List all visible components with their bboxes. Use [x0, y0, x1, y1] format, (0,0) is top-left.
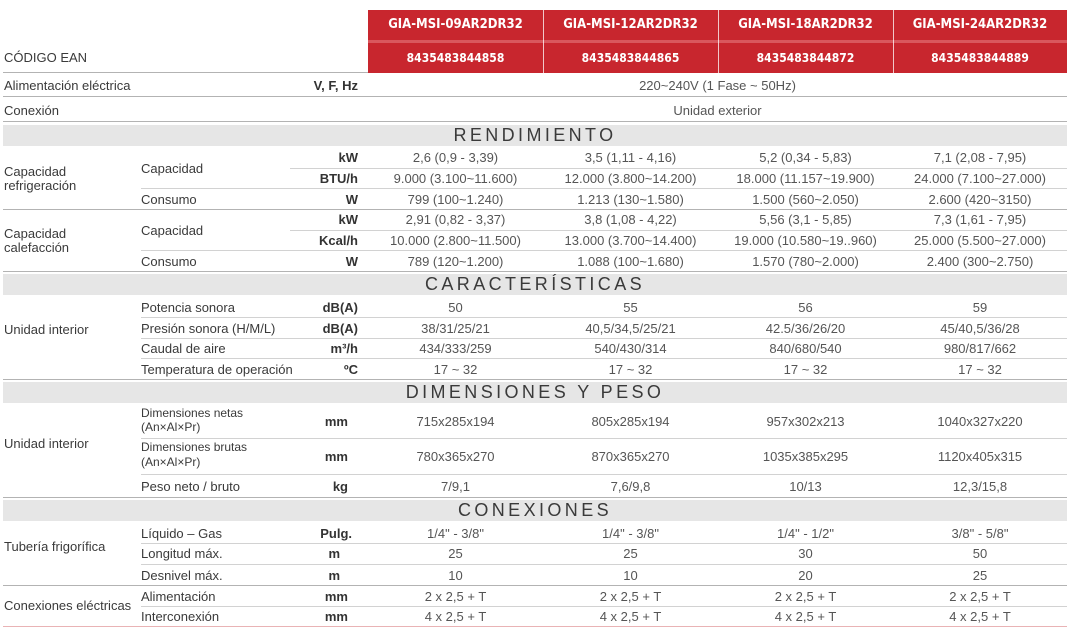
value: 50 [448, 300, 463, 315]
divider [141, 250, 1067, 251]
value: 17 ~ 32 [958, 362, 1002, 377]
divider [141, 438, 1067, 439]
divider [3, 72, 368, 73]
divider [3, 626, 1067, 627]
row-label: Interconexión [141, 609, 220, 624]
section-dimensiones: DIMENSIONES Y PESO [3, 382, 1067, 403]
indoor-unit-label: Unidad interior [4, 436, 89, 451]
value: 1/4" - 3/8" [427, 526, 484, 541]
value: 25 [972, 568, 988, 583]
ean-code-4: 8435483844889 [893, 43, 1067, 73]
value: 3,5 (1,11 - 4,16) [584, 150, 677, 165]
value: 2.400 (300~2.750) [926, 254, 1034, 269]
value: 10.000 (2.800~11.500) [390, 233, 521, 248]
heating-group-label: Capacidad calefacción [4, 226, 70, 255]
ean-code-1: 8435483844858 [368, 43, 543, 73]
unit: Kcal/h [318, 233, 358, 248]
cooling-group-label: Capacidad refrigeración [4, 164, 77, 193]
divider [290, 168, 1067, 169]
value: 780x365x270 [416, 449, 495, 464]
value: 50 [972, 546, 988, 561]
value: 19.000 (10.580~19..960) [734, 233, 877, 248]
value: 4 x 2,5 + T [424, 609, 487, 624]
value: 3/8" - 5/8" [951, 526, 1009, 541]
divider [3, 497, 1067, 498]
value: 4 x 2,5 + T [774, 609, 837, 624]
value: 25.000 (5.500~27.000) [914, 233, 1046, 248]
header-divider [893, 10, 894, 73]
row-sublabel: (An×Al×Pr) [141, 420, 201, 434]
value: 2.600 (420~3150) [928, 192, 1032, 207]
value: 59 [972, 300, 988, 315]
unit: BTU/h [319, 171, 358, 186]
row-sublabel: (An×Al×Pr) [141, 455, 201, 469]
value: 24.000 (7.100~27.000) [914, 171, 1046, 186]
connection-label: Conexión [4, 103, 59, 118]
unit: mm [324, 414, 348, 429]
header-divider [718, 10, 719, 73]
value: 980/817/662 [943, 341, 1017, 356]
value: 17 ~ 32 [783, 362, 828, 377]
power-unit: V, F, Hz [313, 78, 358, 93]
row-label: Líquido – Gas [141, 526, 222, 541]
unit: dB(A) [322, 321, 358, 336]
value: 10/13 [789, 479, 822, 494]
value: 1035x385x295 [762, 449, 849, 464]
unit: m³/h [330, 341, 358, 356]
divider [3, 121, 1067, 122]
section-conexiones: CONEXIONES [3, 500, 1067, 521]
divider [3, 379, 1067, 380]
value: 1.570 (780~2.000) [752, 254, 859, 269]
divider [3, 96, 1067, 97]
value: 38/31/25/21 [421, 321, 490, 336]
value: 25 [623, 546, 638, 561]
value: 45/40,5/36/28 [940, 321, 1020, 336]
row-label: Dimensiones netas [141, 406, 244, 420]
unit: Pulg. [320, 526, 352, 541]
value: 56 [798, 300, 813, 315]
unit: kg [332, 479, 348, 494]
divider [141, 543, 1067, 544]
row-label: Peso neto / bruto [141, 479, 241, 494]
value: 715x285x194 [416, 414, 495, 429]
unit: mm [324, 589, 348, 604]
value: 18.000 (11.157~19.900) [736, 171, 875, 186]
row-label: Presión sonora (H/M/L) [141, 321, 276, 336]
ean-code-2: 8435483844865 [543, 43, 718, 73]
value: 1/4" - 1/2" [777, 526, 834, 541]
unit: ºC [343, 362, 358, 377]
model-header-1: GIA-MSI-09AR2DR32 [368, 10, 543, 40]
divider [290, 230, 1067, 231]
divider [3, 585, 1067, 586]
value: 799 (100~1.240) [407, 192, 504, 207]
model-header-3: GIA-MSI-18AR2DR32 [718, 10, 893, 40]
value: 5,2 (0,34 - 5,83) [759, 150, 852, 165]
row-label: Alimentación [141, 589, 216, 604]
row-label: Caudal de aire [141, 341, 226, 356]
elec-group-label: Conexiones eléctricas [4, 598, 132, 613]
value: 805x285x194 [591, 414, 670, 429]
ean-label: CÓDIGO EAN [4, 50, 88, 65]
value: 55 [623, 300, 638, 315]
divider [141, 188, 1067, 189]
divider [3, 271, 1067, 272]
row-label: Temperatura de operación [141, 362, 293, 377]
divider [3, 209, 1067, 210]
section-caracteristicas: CARACTERÍSTICAS [3, 274, 1067, 295]
value: 4 x 2,5 + T [949, 609, 1011, 624]
value: 540/430/314 [594, 341, 667, 356]
unit: W [345, 254, 358, 269]
heating-capacity-label: Capacidad [141, 223, 204, 238]
unit: mm [324, 449, 348, 464]
unit: dB(A) [322, 300, 358, 315]
indoor-unit-label: Unidad interior [4, 322, 89, 337]
connection-value: Unidad exterior [673, 103, 762, 118]
value: 12,3/15,8 [952, 479, 1008, 494]
unit: m [328, 568, 340, 583]
pipe-group-label: Tubería frigorífica [4, 539, 106, 554]
value: 870x365x270 [591, 449, 670, 464]
row-label: Dimensiones brutas [141, 440, 248, 454]
value: 10 [623, 568, 638, 583]
value: 434/333/259 [419, 341, 492, 356]
value: 2 x 2,5 + T [424, 589, 487, 604]
value: 2 x 2,5 + T [774, 589, 837, 604]
cooling-consumption-label: Consumo [141, 192, 197, 207]
divider [141, 474, 1067, 475]
power-label: Alimentación eléctrica [4, 78, 131, 93]
divider [141, 338, 1067, 339]
model-header-2: GIA-MSI-12AR2DR32 [543, 10, 718, 40]
ean-code-3: 8435483844872 [718, 43, 893, 73]
value: 5,56 (3,1 - 5,85) [759, 212, 852, 227]
value: 7,3 (1,61 - 7,95) [933, 212, 1027, 227]
value: 4 x 2,5 + T [599, 609, 662, 624]
unit: W [345, 192, 358, 207]
value: 12.000 (3.800~14.200) [564, 171, 697, 186]
row-label: Potencia sonora [141, 300, 235, 315]
unit: mm [324, 609, 348, 624]
model-header-4: GIA-MSI-24AR2DR32 [893, 10, 1067, 40]
value: 20 [798, 568, 813, 583]
power-value: 220~240V (1 Fase ~ 50Hz) [639, 78, 796, 93]
heating-consumption-label: Consumo [141, 254, 197, 269]
value: 42.5/36/26/20 [765, 321, 846, 336]
divider [141, 358, 1067, 359]
unit: kW [338, 212, 358, 227]
section-rendimiento: RENDIMIENTO [3, 125, 1067, 146]
unit: kW [338, 150, 358, 165]
divider [141, 564, 1067, 565]
value: 40,5/34,5/25/21 [585, 321, 676, 336]
value: 1/4" - 3/8" [602, 526, 659, 541]
divider [141, 606, 1067, 607]
value: 1040x327x220 [937, 414, 1023, 429]
value: 1.088 (100~1.680) [577, 254, 684, 269]
value: 789 (120~1.200) [407, 254, 504, 269]
value: 9.000 (3.100~11.600) [393, 171, 518, 186]
value: 7/9,1 [441, 479, 470, 494]
value: 17 ~ 32 [433, 362, 478, 377]
value: 13.000 (3.700~14.400) [564, 233, 697, 248]
value: 1.213 (130~1.580) [577, 192, 684, 207]
value: 7,1 (2,08 - 7,95) [933, 150, 1027, 165]
value: 25 [448, 546, 463, 561]
header-divider [543, 10, 544, 73]
value: 2,6 (0,9 - 3,39) [412, 150, 499, 165]
value: 7,6/9,8 [610, 479, 651, 494]
divider [141, 317, 1067, 318]
value: 840/680/540 [769, 341, 842, 356]
value: 1120x405x315 [937, 449, 1023, 464]
value: 2 x 2,5 + T [599, 589, 662, 604]
value: 10 [448, 568, 463, 583]
value: 1.500 (560~2.050) [752, 192, 859, 207]
value: 2,91 (0,82 - 3,37) [405, 212, 506, 227]
value: 957x302x213 [766, 414, 845, 429]
cooling-capacity-label: Capacidad [141, 161, 204, 176]
value: 30 [798, 546, 813, 561]
row-label: Longitud máx. [141, 546, 223, 561]
value: 2 x 2,5 + T [949, 589, 1011, 604]
unit: m [328, 546, 340, 561]
value: 3,8 (1,08 - 4,22) [584, 212, 677, 227]
value: 17 ~ 32 [608, 362, 653, 377]
row-label: Desnivel máx. [141, 568, 223, 583]
